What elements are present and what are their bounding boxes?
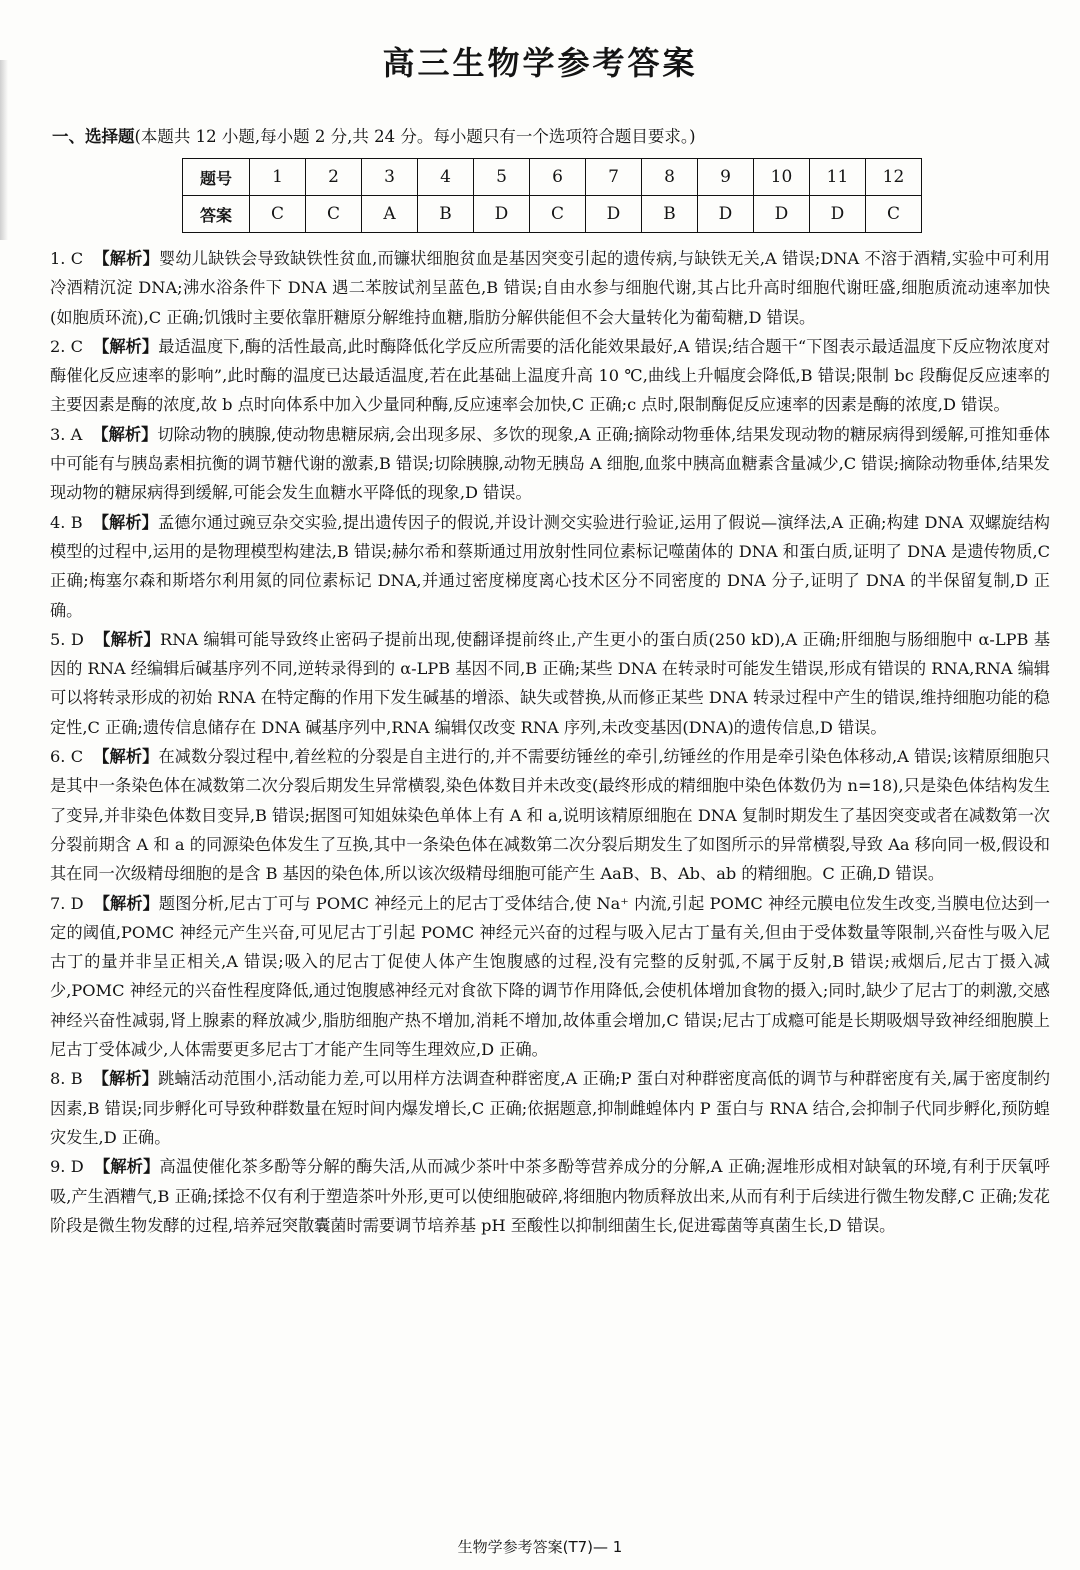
explanation-item [50, 889, 1050, 1065]
analysis-tag: 【解析】 [93, 747, 159, 767]
answer-cell: C [866, 196, 922, 233]
analysis-tag: 【解析】 [92, 1069, 159, 1089]
explanation-list [50, 244, 1050, 1240]
analysis-tag: 【解析】 [92, 424, 158, 444]
explanation-text: 高温使催化茶多酚等分解的酶失活,从而减少茶叶中茶多酚等营养成分的分解,A 正确;渥堆形成相对缺氧的环境,有利于厌氧呼吸,产生酒糟气,B 正确;揉捻不仅有利于塑造茶叶外形,更可以使细胞破碎,将细胞内物质释放出来,从而有利于后续进行微生物发酵,C 正确;发花阶段是微生物发酵的过程,培养冠突散囊菌时需要调节培养基 pH 至酸性以抑制细菌生长,促进霉菌等真菌生长,D 错误。 [50, 1157, 1050, 1235]
answer-cell: B [418, 196, 474, 233]
row-header-number: 题号 [183, 159, 250, 196]
section-note: (本题共 12 小题,每小题 2 分,共 24 分。每小题只有一个选项符合题目要求。) [134, 127, 696, 146]
answer-cell: D [586, 196, 642, 233]
explanation-text: 在减数分裂过程中,着丝粒的分裂是自主进行的,并不需要纺锤丝的牵引,纺锤丝的作用是牵引染色体移动,A 错误;该精原细胞只是其中一条染色体在减数第二次分裂后期发生异常横裂,染色体数目并未改变(最终形成的精细胞中染色体数仍为 n=18),只是染色体结构发生了变异,并非染色体数目变异,B 错误;据图可知姐妹染色单体上有 A 和 a,说明该精原细胞在 DNA 复制时期发生了基因突变或者在减数第一次分裂前期含 A 和 a 的同源染色体发生了互换,其中一条染色体在减数第二次分裂后期发生了如图所示的异常横裂,导致 Aa 移向同一极,假设和其在同一次级精母细胞的是含 B 基因的染色体,所以该次级精母细胞可能产生 AaB、B、Ab、ab 的精细胞。C 正确,D 错误。 [50, 747, 1051, 884]
analysis-tag: 【解析】 [93, 1157, 160, 1177]
explanation-item [50, 1064, 1050, 1152]
answer-table [182, 158, 922, 233]
explanation-item [50, 625, 1050, 742]
question-number-cell: 1 [250, 159, 306, 196]
explanation-item [50, 420, 1050, 508]
item-number-answer: 7. D [50, 893, 84, 913]
item-number-answer: 4. B [50, 512, 83, 532]
section-label: 一、选择题 [52, 127, 135, 146]
answer-cell: D [698, 196, 754, 233]
explanation-text: 婴幼儿缺铁会导致缺铁性贫血,而镰状细胞贫血是基因突变引起的遗传病,与缺铁无关,A 错误;DNA 不溶于酒精,实验中可利用冷酒精沉淀 DNA;沸水浴条件下 DNA 遇二苯胺试剂呈蓝色,B 错误;自由水参与细胞代谢,其占比升高时细胞代谢旺盛,细胞质流动速率加快(如胞质环流),C 正确;饥饿时主要依靠肝糖原分解维持血糖,脂肪分解供能但不会大量转化为葡萄糖,D 错误。 [50, 249, 1050, 327]
section-heading [52, 124, 1052, 150]
explanation-item [50, 332, 1050, 420]
analysis-tag: 【解析】 [92, 512, 158, 532]
answer-cell: C [306, 196, 362, 233]
question-number-cell: 4 [418, 159, 474, 196]
answer-cell: D [754, 196, 810, 233]
item-number-answer: 6. C [50, 747, 84, 767]
explanation-text: 切除动物的胰腺,使动物患糖尿病,会出现多尿、多饮的现象,A 正确;摘除动物垂体,结果发现动物的糖尿病得到缓解,可推知垂体中可能有与胰岛素相抗衡的调节糖代谢的激素,B 错误;切除胰腺,动物无胰岛 A 细胞,血浆中胰高血糖素含量减少,C 错误;摘除动物垂体,结果发现动物的糖尿病得到缓解,可能会发生血糖水平降低的现象,D 错误。 [50, 424, 1051, 503]
analysis-tag: 【解析】 [93, 629, 161, 649]
analysis-tag: 【解析】 [93, 336, 159, 356]
analysis-tag: 【解析】 [93, 893, 159, 913]
scan-edge-shadow [0, 60, 8, 240]
explanation-text: RNA 编辑可能导致终止密码子提前出现,使翻译提前终止,产生更小的蛋白质(250 kD),A 正确;肝细胞与肠细胞中 α-LPB 基因的 RNA 经编辑后碱基序列不同,逆转录得到的 α-LPB 基因不同,B 正确;某些 DNA 在转录时可能发生错误,形成有错误的 RNA,RNA 编辑可以将转录形成的初始 RNA 在特定酶的作用下发生碱基的增添、缺失或替换,从而修正某些 DNA 转录过程中产生的错误,维持细胞功能的稳定性,C 正确;遗传信息储存在 DNA 碱基序列中,RNA 编辑仅改变 RNA 序列,未改变基因(DNA)的遗传信息,D 错误。 [50, 629, 1051, 737]
item-number-answer: 3. A [50, 424, 83, 444]
question-number-cell: 8 [642, 159, 698, 196]
answer-table-number-row [183, 159, 922, 196]
question-number-cell: 10 [754, 159, 810, 196]
item-number-answer: 1. C [50, 249, 84, 268]
question-number-cell: 5 [474, 159, 530, 196]
answer-cell: C [530, 196, 586, 233]
explanation-text: 跳蝻活动范围小,活动能力差,可以用样方法调查种群密度,A 正确;P 蛋白对种群密度高低的调节与种群密度有关,属于密度制约因素,B 错误;同步孵化可导致种群数量在短时间内爆发增长,C 正确;依据题意,抑制雌蝗体内 P 蛋白与 RNA 结合,会抑制子代同步孵化,预防蝗灾发生,D 正确。 [50, 1069, 1050, 1147]
page-title: 高三生物学参考答案 [382, 44, 698, 82]
answer-cell: D [810, 196, 866, 233]
item-number-answer: 5. D [50, 629, 84, 649]
question-number-cell: 9 [698, 159, 754, 196]
question-number-cell: 11 [810, 159, 866, 196]
answer-cell: B [642, 196, 698, 233]
item-number-answer: 8. B [50, 1069, 83, 1089]
explanation-item [50, 742, 1050, 888]
explanation-item [50, 508, 1050, 625]
explanation-item [50, 1152, 1050, 1240]
page-footer: 生物学参考答案(T7)— 1 [457, 1538, 623, 1556]
item-number-answer: 9. D [50, 1157, 84, 1177]
explanation-text: 孟德尔通过豌豆杂交实验,提出遗传因子的假说,并设计测交实验进行验证,运用了假说—演绎法,A 正确;构建 DNA 双螺旋结构模型的过程中,运用的是物理模型构建法,B 错误;赫尔希和蔡斯通过用放射性同位素标记噬菌体的 DNA 和蛋白质,证明了 DNA 是遗传物质,C 正确;梅塞尔森和斯塔尔利用氮的同位素标记 DNA,并通过密度梯度离心技术区分不同密度的 DNA 分子,证明了 DNA 的半保留复制,D 正确。 [50, 512, 1050, 620]
row-header-answer: 答案 [183, 196, 250, 233]
answer-cell: A [362, 196, 418, 233]
question-number-cell: 6 [530, 159, 586, 196]
explanation-item [50, 244, 1050, 332]
question-number-cell: 3 [362, 159, 418, 196]
answer-cell: C [250, 196, 306, 233]
explanation-text: 最适温度下,酶的活性最高,此时酶降低化学反应所需要的活化能效果最好,A 错误;结合题干“下图表示最适温度下反应物浓度对酶催化反应速率的影响”,此时酶的温度已达最适温度,若在此基础上温度升高 10 ℃,曲线上升幅度会降低,B 错误;限制 bc 段酶促反应速率的主要因素是酶的浓度,故 b 点时向体系中加入少量同种酶,反应速率会加快,C 正确;c 点时,限制酶促反应速率的因素是酶的浓度,D 错误。 [50, 336, 1051, 415]
answer-cell: D [474, 196, 530, 233]
question-number-cell: 7 [586, 159, 642, 196]
explanation-text: 题图分析,尼古丁可与 POMC 神经元上的尼古丁受体结合,使 Na⁺ 内流,引起 POMC 神经元膜电位发生改变,当膜电位达到一定的阈值,POMC 神经元产生兴奋,可见尼古丁引起 POMC 神经元兴奋的过程与吸入尼古丁量有关,但由于受体数量等限制,兴奋性与吸入尼古丁的量并非呈正相关,A 错误;吸入的尼古丁促使人体产生饱腹感的过程,没有完整的反射弧,不属于反射,B 错误;戒烟后,尼古丁摄入减少,POMC 神经元的兴奋性程度降低,通过饱腹感神经元对食欲下降的调节作用降低,会使机体增加食物的摄入;同时,缺少了尼古丁的刺激,交感神经兴奋性减弱,肾上腺素的释放减少,脂肪细胞产热不增加,消耗不增加,故体重会增加,C 错误;尼古丁成瘾可能是长期吸烟导致神经细胞膜上尼古丁受体减少,人体需要更多尼古丁才能产生同等生理效应,D 正确。 [50, 893, 1050, 1060]
analysis-tag: 【解析】 [93, 249, 159, 268]
question-number-cell: 2 [306, 159, 362, 196]
item-number-answer: 2. C [50, 336, 84, 356]
answer-table-answer-row [183, 196, 922, 233]
question-number-cell: 12 [866, 159, 922, 196]
